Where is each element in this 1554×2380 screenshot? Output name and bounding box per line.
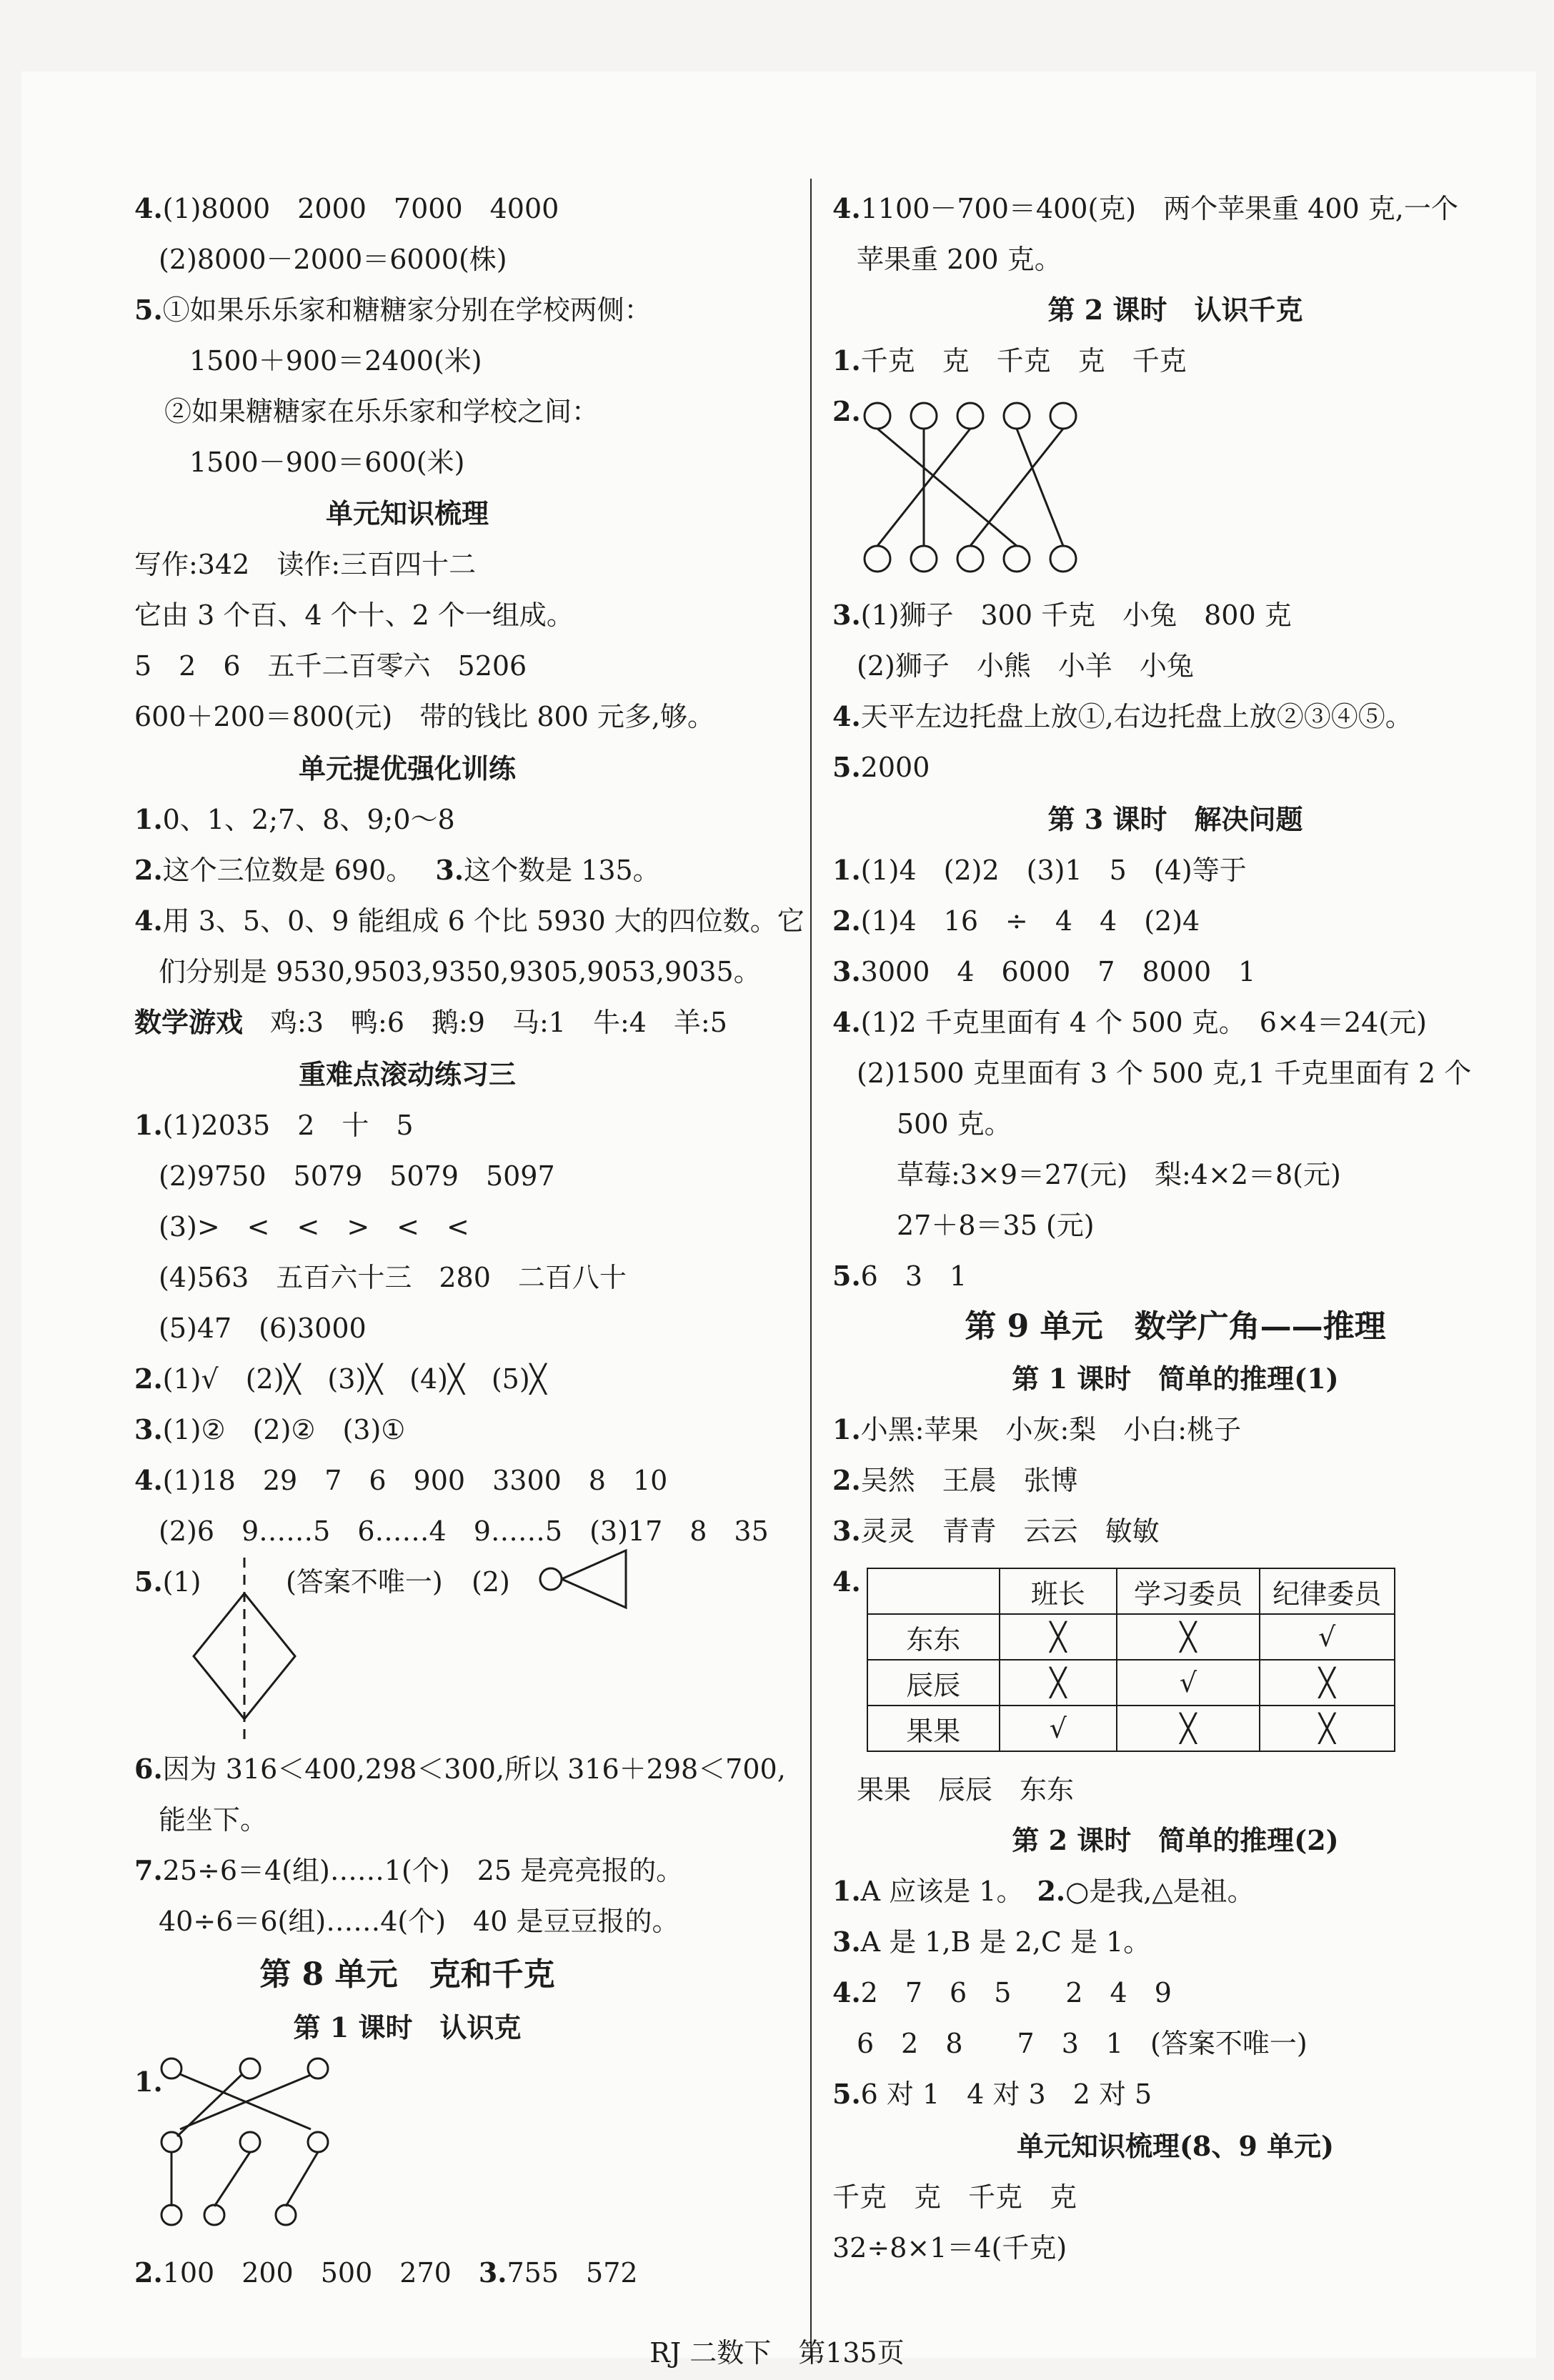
- question-number: 3.: [832, 955, 861, 987]
- table-header-cell: 学习委员: [1117, 1568, 1259, 1614]
- math-game-answer: 鸡:3 鸭:6 鹅:9 马:1 牛:4 羊:5: [270, 1007, 727, 1038]
- answer-text: 100 200 500 270: [162, 2257, 452, 2289]
- question-number: 5.: [832, 751, 861, 783]
- question-number: 5.: [832, 1260, 861, 1292]
- u9b-q1-q2: [832, 1874, 1255, 1908]
- answer-text: 25÷6＝4(组)……1(个) 25 是亮亮报的。: [162, 1855, 684, 1886]
- answer-text: (1): [162, 1566, 201, 1598]
- answer-text: (1)4 16 ÷ 4 4 (2)4: [860, 905, 1200, 937]
- answer-text: (1)② (2)② (3)①: [162, 1414, 406, 1445]
- question-number: 1.: [832, 1875, 861, 1907]
- u8-q2-q3: [134, 2256, 638, 2290]
- right-q4-line2: 苹果重 200 克。: [857, 244, 1062, 275]
- table-header-cell: [867, 1568, 1000, 1614]
- rolling-q5-note: (答案不唯一): [286, 1566, 443, 1598]
- question-number: 4.: [832, 1565, 861, 1598]
- rolling-q1-e: (5)47 (6)3000: [159, 1313, 367, 1344]
- question-number: 3.: [134, 1413, 163, 1445]
- l3-q2: [832, 904, 1200, 938]
- answer-text: 2000: [860, 752, 930, 783]
- question-number: 1.: [832, 344, 861, 377]
- l3-q4-a: [832, 1005, 1427, 1040]
- answer-text: (1)√ (2)╳ (3)╳ (4)╳ (5)╳: [162, 1363, 547, 1395]
- question-number: 2.: [832, 1464, 861, 1496]
- question-number: 2.: [134, 2256, 163, 2289]
- question-number: 1.: [832, 854, 861, 886]
- answer-text: (1)2 千克里面有 4 个 500 克。 6×4＝24(元): [860, 1007, 1427, 1038]
- answer-text: 小黑:苹果 小灰:梨 小白:桃子: [860, 1414, 1242, 1445]
- u9b-q5: [832, 2077, 1152, 2111]
- knowledge-line1: 写作:342 读作:三百四十二: [134, 549, 477, 580]
- question-number: 6.: [134, 1753, 163, 1785]
- answer-text: A 是 1,B 是 2,C 是 1。: [860, 1926, 1151, 1958]
- section-title-rolling: 重难点滚动练习三: [298, 1058, 516, 1090]
- review-line2: 32÷8×1＝4(千克): [832, 2232, 1067, 2264]
- rolling-q1-b: (2)9750 5079 5079 5097: [159, 1160, 555, 1192]
- answer-text: (1)4 (2)2 (3)1 5 (4)等于: [860, 855, 1247, 886]
- column-divider: [810, 179, 812, 2358]
- question-number: 2.: [1037, 1875, 1066, 1907]
- answer-text: (1)18 29 7 6 900 3300 8 10: [162, 1465, 668, 1496]
- answer-text: 1100－700＝400(克) 两个苹果重 400 克,一个: [860, 193, 1458, 224]
- l3-q4-d: 草莓:3×9＝27(元) 梨:4×2＝8(元): [897, 1159, 1341, 1190]
- l2-q4: [832, 699, 1413, 734]
- table-cell: √: [1117, 1660, 1259, 1706]
- question-number: 1.: [832, 1413, 861, 1445]
- unit-8-title: 第 8 单元 克和千克: [259, 1956, 555, 1993]
- answer-text: 千克 克 千克 克 千克: [860, 345, 1187, 377]
- u9-q4-number: [832, 1565, 861, 1599]
- question-number: 4.: [832, 1006, 861, 1038]
- table-cell: 果果: [867, 1706, 1000, 1751]
- answer-text: 2 7 6 5 2 4 9: [860, 1977, 1172, 2008]
- unit-9-lesson-1-title: 第 1 课时 简单的推理(1): [1012, 1363, 1339, 1395]
- l2-q5: [832, 750, 930, 785]
- table-cell: ╳: [1000, 1614, 1117, 1660]
- left-q4-line2: (2)8000－2000＝6000(株): [159, 244, 507, 275]
- unit-8-lesson-1-title: 第 1 课时 认识克: [293, 2011, 522, 2043]
- rolling-q5-part2: (2): [472, 1566, 510, 1598]
- table-cell: ╳: [1117, 1706, 1259, 1751]
- u9b-q4-b: 6 2 8 7 3 1 (答案不唯一): [857, 2028, 1308, 2059]
- question-number: 1.: [134, 2066, 163, 2098]
- l3-q4-b: (2)1500 克里面有 3 个 500 克,1 千克里面有 2 个: [857, 1057, 1472, 1089]
- u9b-q4-a: [832, 1976, 1172, 2010]
- table-cell: ╳: [1260, 1660, 1395, 1706]
- question-number: 5.: [134, 1565, 163, 1598]
- table-header-row: [867, 1568, 1395, 1614]
- rolling-q1-c: (3)> < < > < <: [159, 1211, 469, 1243]
- question-number: 3.: [832, 1515, 861, 1547]
- matching-diagram-grams: [21, 71, 793, 2358]
- rolling-q1-d: (4)563 五百六十三 280 二百八十: [159, 1262, 627, 1293]
- knowledge-line2: 它由 3 个百、4 个十、2 个一组成。: [134, 599, 574, 631]
- question-number: 4.: [832, 700, 861, 732]
- table-cell: 辰辰: [867, 1660, 1000, 1706]
- review-line1: 千克 克 千克 克: [832, 2181, 1077, 2213]
- left-q5-calc-b: 1500－900＝600(米): [189, 447, 465, 478]
- u9-q4-answer: 果果 辰辰 东东: [857, 1774, 1075, 1806]
- answer-text: 这个数是 135。: [464, 855, 660, 886]
- table-cell: ╳: [1117, 1614, 1259, 1660]
- answer-text: 这个三位数是 690。: [162, 855, 400, 886]
- question-number: 1.: [134, 1109, 163, 1141]
- answer-text: 755 572: [507, 2257, 638, 2289]
- question-number: 2.: [832, 395, 861, 427]
- answer-text: 吴然 王晨 张博: [860, 1465, 1078, 1496]
- table-cell: ╳: [1260, 1706, 1395, 1751]
- rolling-q4-b: (2)6 9……5 6……4 9……5 (3)17 8 35: [159, 1515, 769, 1547]
- table-header-cell: 班长: [1000, 1568, 1117, 1614]
- section-title-training: 单元提优强化训练: [298, 752, 516, 785]
- reasoning-table: [867, 1568, 1395, 1752]
- math-game-label: 数学游戏: [134, 1006, 244, 1038]
- rolling-q7-b: 40÷6＝6(组)……4(个) 40 是豆豆报的。: [159, 1906, 679, 1937]
- unit-9-lesson-2-title: 第 2 课时 简单的推理(2): [1012, 1824, 1339, 1856]
- unit-9-title: 第 9 单元 数学广角——推理: [965, 1308, 1386, 1345]
- lesson-3-title: 第 3 课时 解决问题: [1047, 803, 1303, 835]
- answer-text: (1)2035 2 十 5: [162, 1110, 414, 1141]
- question-number: 3.: [832, 599, 861, 631]
- page-footer: RJ 二数下 第135页: [649, 2337, 905, 2369]
- table-cell: √: [1000, 1706, 1117, 1751]
- l3-q1: [832, 853, 1247, 887]
- section-title-knowledge: 单元知识梳理: [325, 497, 489, 529]
- question-number: 2.: [134, 854, 163, 886]
- review-8-9-title: 单元知识梳理(8、9 单元): [1016, 2130, 1335, 2162]
- table-cell: ╳: [1000, 1660, 1117, 1706]
- knowledge-line3: 5 2 6 五千二百零六 5206: [134, 650, 527, 682]
- rolling-q6-b: 能坐下。: [159, 1804, 268, 1836]
- u9-q2: [832, 1463, 1078, 1498]
- u9b-q3: [832, 1925, 1150, 1959]
- question-number: 3.: [435, 854, 464, 886]
- answer-text: A 应该是 1。: [860, 1876, 1010, 1907]
- l3-q5: [832, 1259, 967, 1293]
- left-q5-line3: ②如果糖糖家在乐乐家和学校之间：: [164, 396, 599, 427]
- table-row: [867, 1614, 1395, 1660]
- question-number: 4.: [832, 1976, 861, 2008]
- question-number: 2.: [832, 905, 861, 937]
- answer-text: 0、1、2;7、8、9;0～8: [162, 804, 455, 835]
- table-cell: √: [1260, 1614, 1395, 1660]
- table-row: [867, 1660, 1395, 1706]
- l2-q3-b: (2)狮子 小熊 小羊 小兔: [857, 650, 1194, 682]
- l3-q4-c: 500 克。: [897, 1108, 1012, 1140]
- question-number: 4.: [134, 905, 163, 937]
- question-number: 4.: [134, 1464, 163, 1496]
- l3-q3: [832, 955, 1255, 989]
- question-number: 2.: [134, 1363, 163, 1395]
- table-header-cell: 纪律委员: [1260, 1568, 1395, 1614]
- question-number: 4.: [832, 192, 861, 224]
- answer-text: ○是我,△是祖。: [1065, 1876, 1255, 1907]
- table-cell: 东东: [867, 1614, 1000, 1660]
- l2-q3-a: [832, 598, 1292, 632]
- u9-q1: [832, 1413, 1241, 1447]
- answer-page: [21, 71, 1536, 2358]
- u9-q3: [832, 1514, 1160, 1548]
- answer-text: (1)8000 2000 7000 4000: [162, 193, 559, 224]
- left-q5-calc-a: 1500＋900＝2400(米): [189, 345, 482, 377]
- question-number: 7.: [134, 1854, 163, 1886]
- answer-text: 因为 316＜400,298＜300,所以 316＋298＜700,: [162, 1753, 786, 1785]
- question-number: 5.: [832, 2078, 861, 2110]
- table-row: [867, 1706, 1395, 1751]
- answer-text: 天平左边托盘上放①,右边托盘上放②③④⑤。: [860, 701, 1413, 732]
- question-number: 5.: [134, 294, 163, 326]
- l3-q4-e: 27＋8＝35 (元): [897, 1210, 1095, 1241]
- question-number: 4.: [134, 192, 163, 224]
- answer-text: 6 3 1: [860, 1260, 967, 1292]
- knowledge-line4: 600＋200＝800(元) 带的钱比 800 元多,够。: [134, 701, 715, 732]
- question-number: 3.: [478, 2256, 507, 2289]
- answer-text: (1)狮子 300 千克 小兔 800 克: [860, 599, 1292, 631]
- answer-text: ①如果乐乐家和糖糖家分别在学校两侧：: [162, 294, 652, 326]
- training-q4-line2: 们分别是 9530,9503,9350,9305,9053,9035。: [159, 956, 761, 987]
- lesson-2-title: 第 2 课时 认识千克: [1047, 294, 1303, 326]
- answer-text: 3000 4 6000 7 8000 1: [860, 956, 1256, 987]
- answer-text: 6 对 1 4 对 3 2 对 5: [860, 2078, 1152, 2110]
- answer-text: 用 3、5、0、9 能组成 6 个比 5930 大的四位数。它: [162, 905, 805, 937]
- question-number: 3.: [832, 1926, 861, 1958]
- question-number: 1.: [134, 803, 163, 835]
- answer-text: 灵灵 青青 云云 敏敏: [860, 1515, 1160, 1547]
